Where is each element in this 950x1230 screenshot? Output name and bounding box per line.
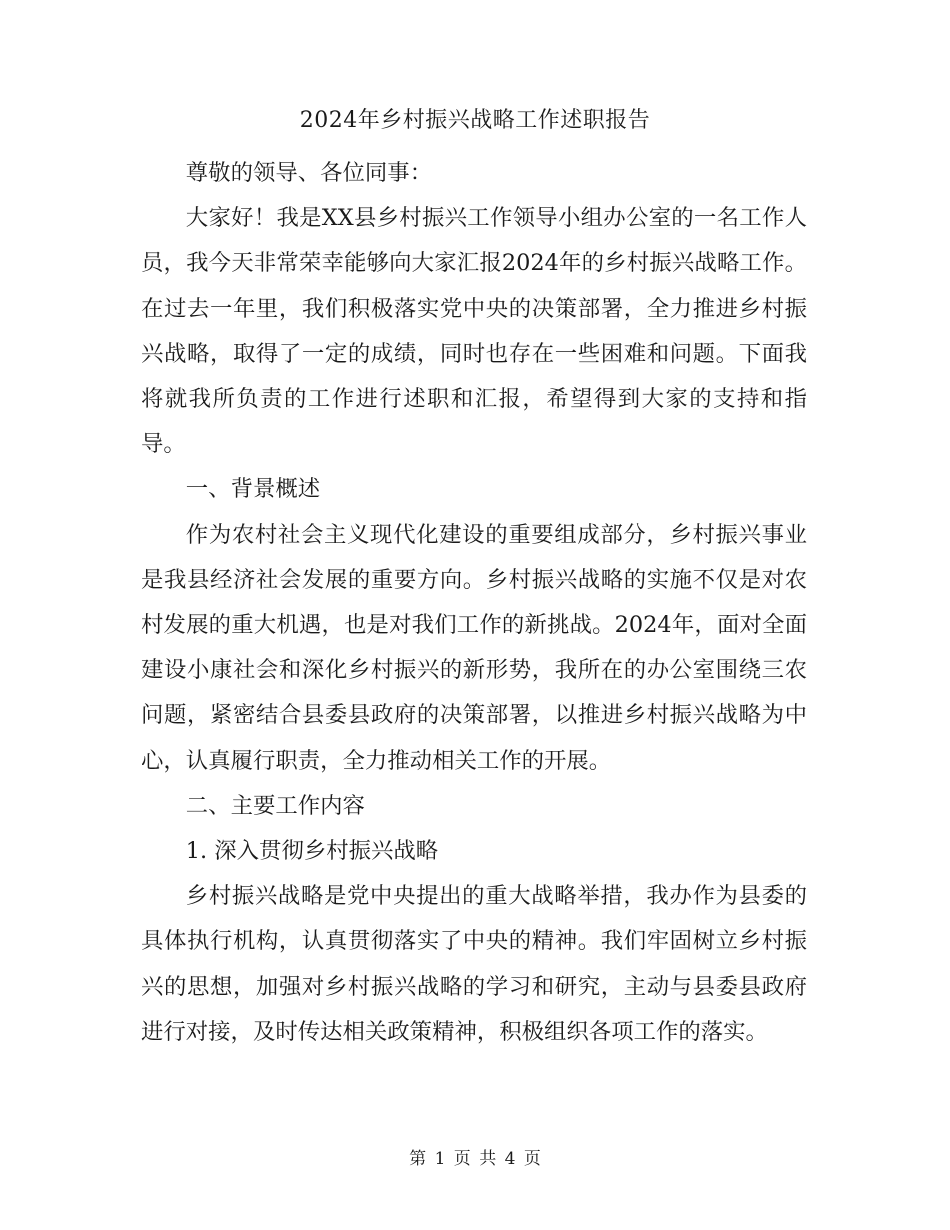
subsection-heading-strategy: 1. 深入贯彻乡村振兴战略 xyxy=(185,838,439,865)
section-heading-main-work: 二、主要工作内容 xyxy=(185,792,365,819)
salutation: 尊敬的领导、各位同事： xyxy=(185,160,433,186)
strategy-paragraph: 乡村振兴战略是党中央提出的重大战略举措，我办作为县委的具体执行机构，认真贯彻落实了中央的精神。我们牢固树立乡村振兴的思想，加强对乡村振兴战略的学习和研究，主动与县委县政府进行对接，及时传达相关政策精神，积极组织各项工作的落实。 xyxy=(141,883,807,1045)
intro-paragraph: 大家好！我是XX县乡村振兴工作领导小组办公室的一名工作人员，我今天非常荣幸能够向大家汇报2024年的乡村振兴战略工作。在过去一年里，我们积极落实党中央的决策部署，全力推进乡村振兴战略，取得了一定的成绩，同时也存在一些困难和问题。下面我将就我所负责的工作进行述职和汇报，希望得到大家的支持和指导。 xyxy=(141,205,807,458)
page-footer: 第 1 页 共 4 页 xyxy=(409,1149,541,1169)
document-title: 2024年乡村振兴战略工作述职报告 xyxy=(299,108,651,133)
section-heading-background: 一、背景概述 xyxy=(185,476,321,503)
document-body xyxy=(141,151,807,1055)
background-paragraph: 作为农村社会主义现代化建设的重要组成部分，乡村振兴事业是我县经济社会发展的重要方向。乡村振兴战略的实施不仅是对农村发展的重大机遇，也是对我们工作的新挑战。2024年，面对全面建设小康社会和深化乡村振兴的新形势，我所在的办公室围绕三农问题，紧密结合县委县政府的决策部署，以推进乡村振兴战略为中心，认真履行职责，全力推动相关工作的开展。 xyxy=(141,521,807,774)
